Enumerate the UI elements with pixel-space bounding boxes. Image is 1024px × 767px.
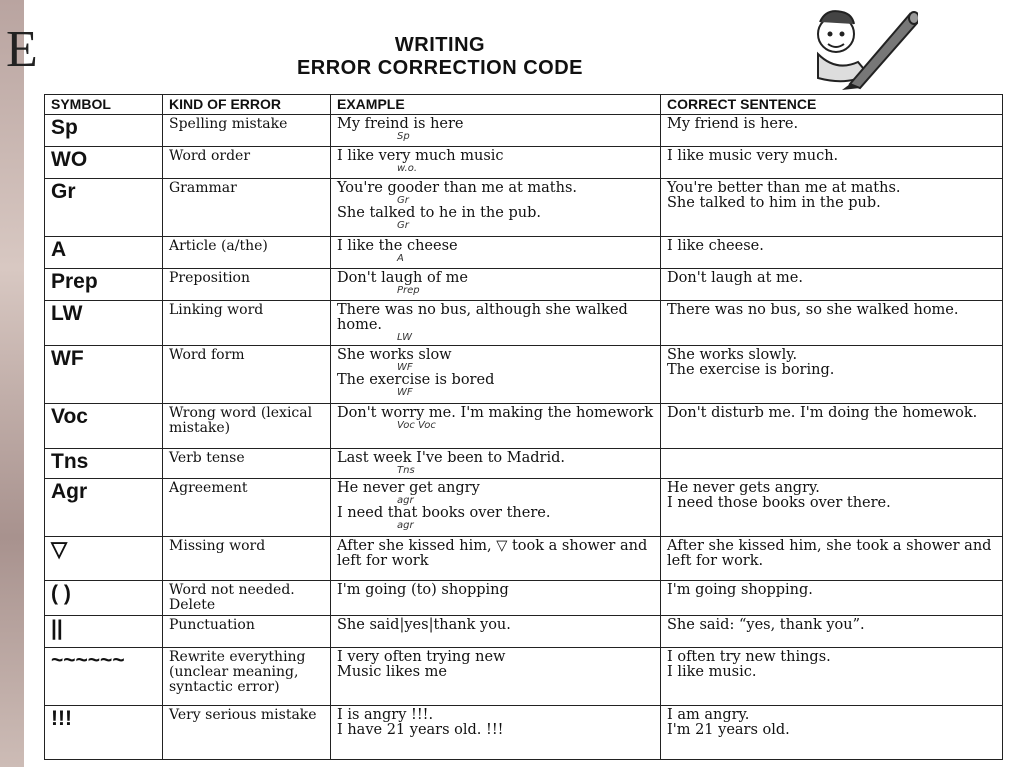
correct-cell <box>661 616 1003 648</box>
correction-mark: agr <box>397 495 414 506</box>
correction-mark: w.o. <box>397 163 418 174</box>
example-sentence: I like very much music <box>337 148 504 164</box>
example-cell <box>331 404 661 449</box>
example-sentence: My freind is here <box>337 116 464 132</box>
table-row <box>45 237 1003 269</box>
error-symbol: || <box>45 616 163 648</box>
error-kind: Missing word <box>163 537 331 581</box>
table-row <box>45 269 1003 301</box>
error-symbol: Sp <box>45 115 163 147</box>
table-row <box>45 301 1003 346</box>
correct-sentence: I like music very much. <box>667 148 839 164</box>
correction-mark: WF <box>397 362 413 373</box>
correct-sentence: She talked to him in the pub. <box>667 195 881 211</box>
example-sentence: Don't laugh of me <box>337 270 469 286</box>
correct-cell <box>661 147 1003 179</box>
example-sentence: She said|yes|thank you. <box>337 617 511 633</box>
error-symbol: Gr <box>45 179 163 237</box>
correct-sentence: I'm going shopping. <box>667 582 813 598</box>
correction-mark: LW <box>397 332 413 343</box>
example-cell <box>331 269 661 301</box>
pencil-mascot-icon <box>798 4 918 90</box>
correct-sentence: I often try new things. <box>667 649 831 665</box>
correct-sentence: There was no bus, so she walked home. <box>667 302 959 318</box>
example-cell <box>331 179 661 237</box>
correct-sentence: He never gets angry. <box>667 480 820 496</box>
error-kind: Word not needed. Delete <box>163 581 331 616</box>
error-symbol: WO <box>45 147 163 179</box>
example-cell <box>331 706 661 760</box>
error-kind: Word order <box>163 147 331 179</box>
error-symbol: ▽ <box>45 537 163 581</box>
example-sentence: He never get angry <box>337 480 480 496</box>
error-symbol: Agr <box>45 479 163 537</box>
table-row <box>45 449 1003 479</box>
error-kind: Preposition <box>163 269 331 301</box>
correct-sentence: The exercise is boring. <box>667 362 835 378</box>
example-sentence: There was no bus, although she walked home. <box>337 302 628 333</box>
error-kind: Very serious mistake <box>163 706 331 760</box>
example-cell <box>331 581 661 616</box>
example-cell <box>331 346 661 404</box>
correct-sentence: My friend is here. <box>667 116 799 132</box>
error-symbol: LW <box>45 301 163 346</box>
error-kind: Verb tense <box>163 449 331 479</box>
title-line-2: ERROR CORRECTION CODE <box>296 57 584 79</box>
header-example: EXAMPLE <box>331 95 661 115</box>
page-title <box>0 34 880 80</box>
correct-cell <box>661 449 1003 479</box>
example-sentence: Don't worry me. I'm making the homework <box>337 405 654 421</box>
correct-sentence: Don't disturb me. I'm doing the homewok. <box>667 405 978 421</box>
example-sentence: I like the cheese <box>337 238 458 254</box>
example-sentence: The exercise is bored <box>337 372 495 388</box>
correction-mark: agr <box>397 520 414 531</box>
correct-sentence: Don't laugh at me. <box>667 270 803 286</box>
example-sentence: Last week I've been to Madrid. <box>337 450 566 466</box>
error-kind: Grammar <box>163 179 331 237</box>
correction-mark: Tns <box>397 465 415 476</box>
left-edge-letter: E <box>6 21 38 78</box>
example-sentence: She talked to he in the pub. <box>337 205 541 221</box>
error-symbol: !!! <box>45 706 163 760</box>
example-sentence: Music likes me <box>337 664 448 680</box>
table-row <box>45 147 1003 179</box>
correct-cell <box>661 648 1003 706</box>
table-row <box>45 479 1003 537</box>
correct-cell <box>661 479 1003 537</box>
example-sentence: After she kissed him, ▽ took a shower and left for work <box>337 538 648 569</box>
example-cell <box>331 147 661 179</box>
correct-sentence: I like music. <box>667 664 757 680</box>
correct-cell <box>661 179 1003 237</box>
table-row <box>45 706 1003 760</box>
example-cell <box>331 237 661 269</box>
example-sentence: I have 21 years old. !!! <box>337 722 504 738</box>
error-symbol: Voc <box>45 404 163 449</box>
table-header-row <box>45 95 1003 115</box>
correct-cell <box>661 115 1003 147</box>
example-sentence: I'm going (to) shopping <box>337 582 509 598</box>
table-row <box>45 537 1003 581</box>
correction-mark: Prep <box>397 285 420 296</box>
error-symbol: Prep <box>45 269 163 301</box>
example-sentence: I need that books over there. <box>337 505 551 521</box>
correct-cell <box>661 269 1003 301</box>
correction-mark: Gr <box>397 220 409 231</box>
example-cell <box>331 301 661 346</box>
error-kind: Punctuation <box>163 616 331 648</box>
error-symbol: Tns <box>45 449 163 479</box>
correct-sentence: After she kissed him, she took a shower and left for work. <box>667 538 992 569</box>
example-sentence: I is angry !!!. <box>337 707 434 723</box>
table-row <box>45 616 1003 648</box>
error-kind: Wrong word (lexical mistake) <box>163 404 331 449</box>
title-line-1: WRITING <box>394 34 486 56</box>
table-row <box>45 346 1003 404</box>
left-edge-strip <box>0 0 24 767</box>
example-cell <box>331 648 661 706</box>
example-sentence: You're gooder than me at maths. <box>337 180 578 196</box>
example-sentence: She works slow <box>337 347 452 363</box>
correct-cell <box>661 301 1003 346</box>
correct-sentence: She works slowly. <box>667 347 798 363</box>
correct-cell <box>661 346 1003 404</box>
example-cell <box>331 115 661 147</box>
correction-mark: WF <box>397 387 413 398</box>
error-code-table <box>44 94 1003 760</box>
correct-cell <box>661 404 1003 449</box>
error-kind: Rewrite everything (unclear meaning, syntactic error) <box>163 648 331 706</box>
header-symbol: SYMBOL <box>45 95 163 115</box>
example-cell <box>331 537 661 581</box>
error-kind: Linking word <box>163 301 331 346</box>
error-kind: Article (a/the) <box>163 237 331 269</box>
correct-cell <box>661 581 1003 616</box>
correct-sentence: I am angry. <box>667 707 750 723</box>
error-kind: Spelling mistake <box>163 115 331 147</box>
correct-cell <box>661 537 1003 581</box>
table-row <box>45 179 1003 237</box>
table-row <box>45 581 1003 616</box>
example-sentence: I very often trying new <box>337 649 506 665</box>
correction-mark: A <box>397 253 404 264</box>
error-symbol: WF <box>45 346 163 404</box>
correction-mark: Gr <box>397 195 409 206</box>
correct-sentence: I like cheese. <box>667 238 764 254</box>
correct-sentence: I'm 21 years old. <box>667 722 790 738</box>
example-cell <box>331 479 661 537</box>
example-cell <box>331 616 661 648</box>
table-row <box>45 115 1003 147</box>
error-symbol: ( ) <box>45 581 163 616</box>
error-kind: Word form <box>163 346 331 404</box>
correct-sentence: You're better than me at maths. <box>667 180 901 196</box>
correct-cell <box>661 706 1003 760</box>
error-symbol: A <box>45 237 163 269</box>
correct-cell <box>661 237 1003 269</box>
error-kind: Agreement <box>163 479 331 537</box>
correction-mark: Sp <box>397 131 410 142</box>
correct-sentence: I need those books over there. <box>667 495 891 511</box>
correction-mark: Voc Voc <box>397 420 436 431</box>
table-row <box>45 404 1003 449</box>
table-row <box>45 648 1003 706</box>
correct-sentence: She said: “yes, thank you”. <box>667 617 865 633</box>
header-kind: KIND OF ERROR <box>163 95 331 115</box>
example-cell <box>331 449 661 479</box>
header-correct: CORRECT SENTENCE <box>661 95 1003 115</box>
error-symbol: ~~~~~~ <box>45 648 163 706</box>
